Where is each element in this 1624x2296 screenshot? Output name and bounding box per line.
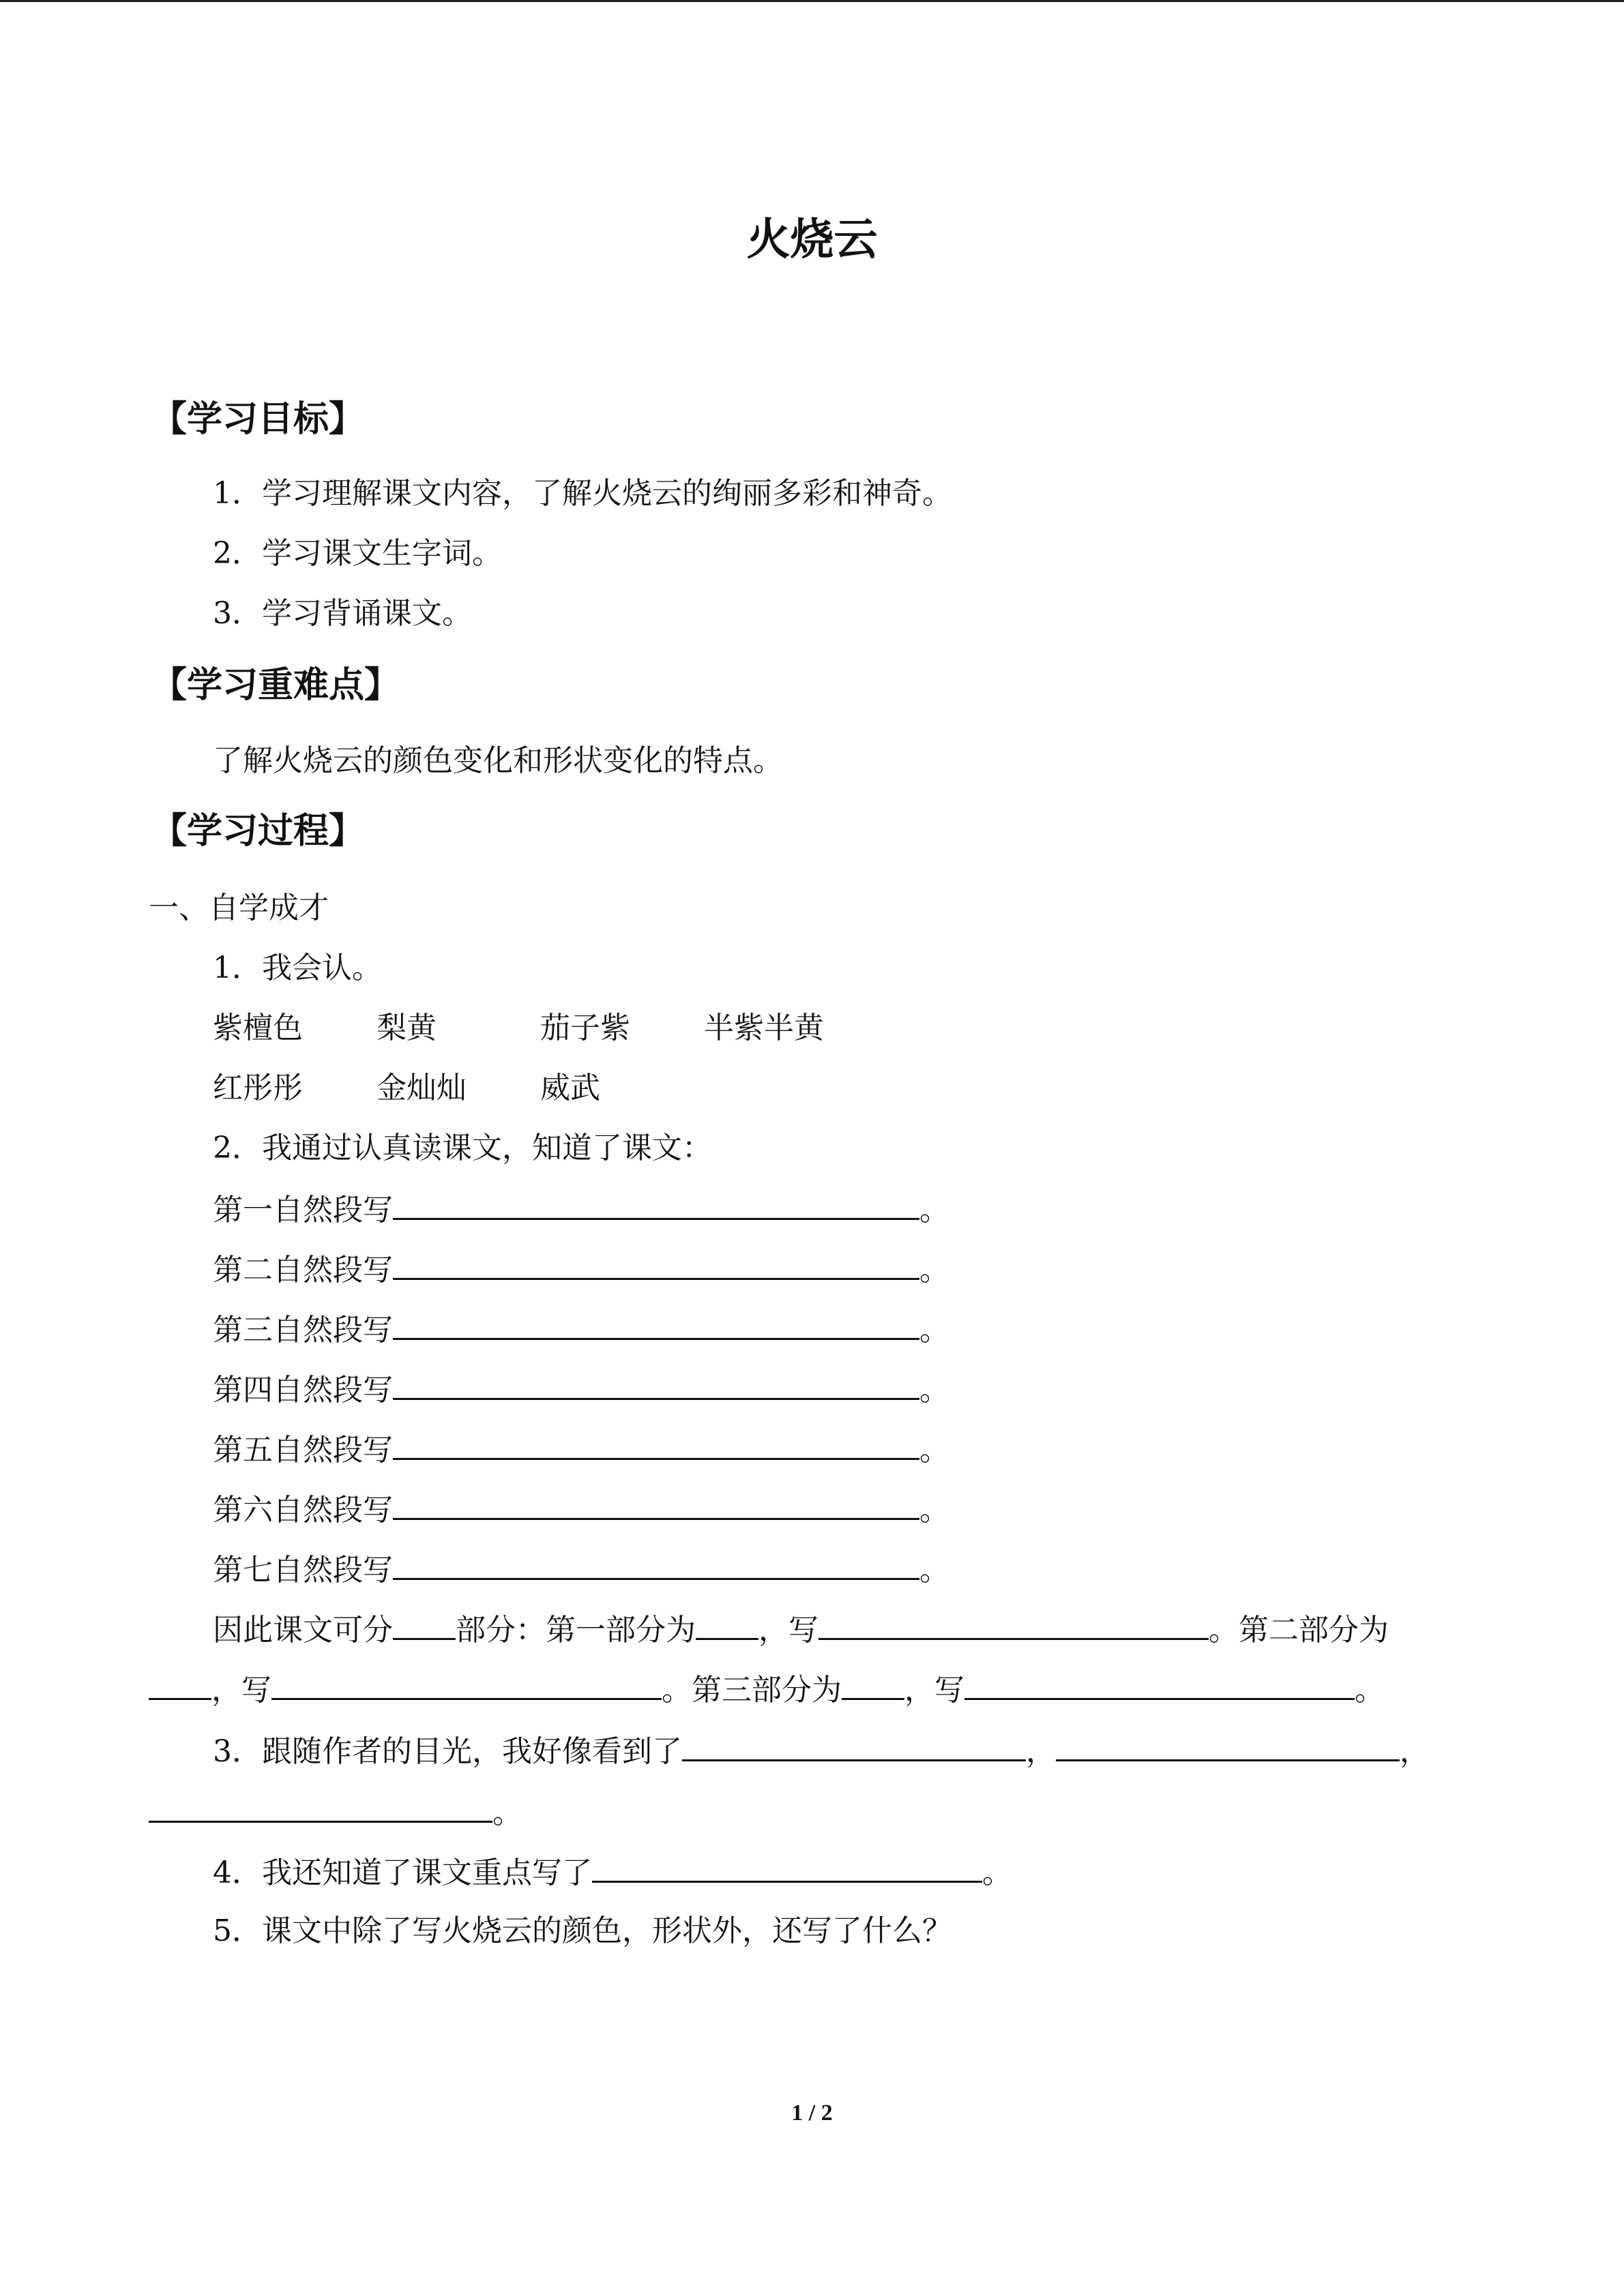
process-heading: 【学习过程】 (151, 811, 365, 852)
separator: ， (1026, 1734, 1056, 1769)
vocab-word: 威武 (540, 1071, 600, 1105)
objective-item: 1．学习理解课文内容，了解火烧云的绚丽多彩和神奇。 (213, 476, 952, 511)
q1-label: 1．我会认。 (213, 951, 382, 985)
vocab-word: 紫檀色 (213, 1011, 303, 1045)
division-line-1 (213, 1608, 1389, 1651)
end-mark: 。 (492, 1795, 522, 1830)
objectives-heading: 【学习目标】 (151, 399, 365, 440)
paragraph-label: 第四自然段写 (213, 1373, 393, 1407)
answer-blank[interactable] (393, 1368, 919, 1400)
q3-label: 3．跟随作者的目光，我好像看到了 (213, 1734, 682, 1769)
vocab-word: 半紫半黄 (704, 1011, 824, 1045)
objective-item: 3．学习背诵课文。 (213, 596, 472, 631)
paragraph-label: 第六自然段写 (213, 1493, 393, 1527)
division-text: 。第三部分为 (662, 1673, 842, 1708)
answer-blank[interactable] (964, 1668, 1355, 1700)
division-text: 。第二部分为 (1209, 1613, 1389, 1648)
part1-title: 一、自学成才 (149, 891, 329, 925)
division-text: ，写 (211, 1673, 271, 1708)
answer-blank[interactable] (393, 1548, 919, 1580)
vocab-word: 金灿灿 (377, 1071, 467, 1105)
objective-item: 2．学习课文生字词。 (213, 536, 502, 571)
end-mark: 。 (919, 1253, 949, 1287)
q3-line-1 (213, 1729, 1430, 1772)
end-mark: 。 (919, 1193, 949, 1227)
division-line-2 (149, 1668, 1385, 1711)
q4-label: 4．我还知道了课文重点写了 (213, 1855, 592, 1890)
key-points-heading: 【学习重难点】 (151, 665, 400, 706)
answer-blank[interactable] (393, 1428, 919, 1460)
vocab-word: 茄子紫 (540, 1011, 630, 1045)
end-mark: 。 (919, 1433, 949, 1467)
answer-blank[interactable] (393, 1488, 919, 1520)
answer-blank[interactable] (393, 1248, 919, 1280)
paragraph-blank-row (213, 1548, 949, 1591)
answer-blank[interactable] (393, 1188, 919, 1220)
answer-blank[interactable] (592, 1851, 982, 1883)
division-text: ，写 (758, 1613, 818, 1648)
end-mark: 。 (919, 1493, 949, 1527)
answer-blank[interactable] (393, 1308, 919, 1340)
paragraph-blank-row (213, 1308, 949, 1351)
paragraph-label: 第七自然段写 (213, 1553, 393, 1587)
answer-blank[interactable] (149, 1668, 211, 1700)
paragraph-label: 第一自然段写 (213, 1193, 393, 1227)
end-mark: 。 (919, 1373, 949, 1407)
paragraph-blank-row (213, 1428, 949, 1471)
answer-blank[interactable] (149, 1791, 492, 1823)
vocab-word: 红彤彤 (213, 1071, 303, 1105)
end-mark: 。 (982, 1855, 1012, 1890)
q2-label: 2．我通过认真读课文，知道了课文： (213, 1131, 712, 1165)
paragraph-label: 第二自然段写 (213, 1253, 393, 1287)
answer-blank[interactable] (696, 1608, 758, 1640)
division-text: 部分：第一部分为 (456, 1613, 696, 1648)
paragraph-label: 第五自然段写 (213, 1433, 393, 1467)
division-text: 因此课文可分 (213, 1613, 393, 1648)
key-points-text: 了解火烧云的颜色变化和形状变化的特点。 (213, 743, 783, 778)
top-border (0, 0, 1624, 2)
q3-line-2 (149, 1791, 522, 1834)
separator: ， (1400, 1734, 1430, 1769)
paragraph-blank-row (213, 1368, 949, 1411)
answer-blank[interactable] (271, 1668, 662, 1700)
answer-blank[interactable] (1056, 1729, 1400, 1761)
paragraph-label: 第三自然段写 (213, 1313, 393, 1347)
page-title: 火烧云 (746, 215, 878, 265)
paragraph-blank-row (213, 1188, 949, 1231)
q4-line (213, 1851, 1012, 1894)
answer-blank[interactable] (682, 1729, 1026, 1761)
division-text: ，写 (904, 1673, 964, 1708)
q5-label: 5．课文中除了写火烧云的颜色，形状外，还写了什么？ (213, 1913, 952, 1948)
answer-blank[interactable] (818, 1608, 1209, 1640)
vocab-word: 梨黄 (377, 1011, 437, 1045)
end-mark: 。 (919, 1313, 949, 1347)
page-number: 1 / 2 (791, 2100, 833, 2126)
division-text: 。 (1355, 1673, 1385, 1708)
paragraph-blank-row (213, 1488, 949, 1531)
answer-blank[interactable] (842, 1668, 904, 1700)
answer-blank[interactable] (393, 1608, 456, 1640)
paragraph-blank-row (213, 1248, 949, 1291)
end-mark: 。 (919, 1553, 949, 1587)
